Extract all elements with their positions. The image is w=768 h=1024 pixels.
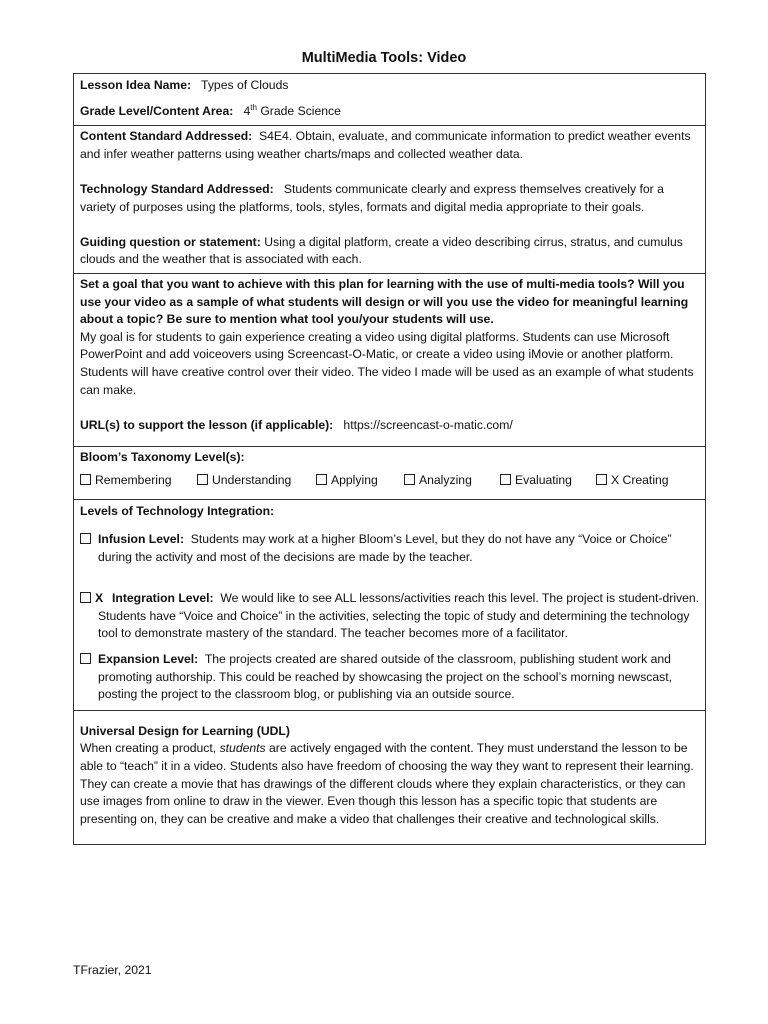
expansion-level-item — [80, 651, 700, 704]
blooms-levels — [80, 472, 700, 490]
lesson-idea-label: Lesson Idea Name: — [80, 78, 192, 92]
lesson-plan-form — [73, 73, 706, 845]
expansion-checkbox[interactable] — [80, 653, 91, 664]
blooms-remembering-checkbox[interactable]: Remembering — [80, 472, 197, 490]
footer-credit: TFrazier, 2021 — [73, 963, 152, 977]
integration-label: Levels of Technology Integration: — [80, 504, 275, 519]
content-standard-label: Content Standard Addressed: — [80, 129, 253, 144]
checkbox-icon — [80, 474, 91, 485]
expansion-text: The projects created are shared outside of the classroom, publishing student work and promoting authorship. This could be reached by showcasing the project on the school’s morning newscast, posting the project to the classroom blog, or publishing via an outside source. — [98, 652, 673, 702]
lesson-idea-value: Types of Clouds — [201, 78, 289, 92]
checkbox-icon — [316, 474, 327, 485]
blooms-label: Bloom’s Taxonomy Level(s): — [80, 450, 245, 465]
lesson-idea-row — [80, 77, 700, 95]
expansion-label: Expansion Level: — [98, 652, 199, 667]
checkbox-icon — [500, 474, 511, 485]
grade-level-label: Grade Level/Content Area: — [80, 103, 234, 118]
goal-answer: My goal is for students to gain experience creating a video using digital platforms. Students can use Microsoft PowerPoint and add voiceovers using Screencast-O-Matic, or create a video using iMovie or another platform. Students will have creative control over their video. The video I made will be used as an example of what students can make. — [80, 329, 694, 397]
integration-level-item — [80, 590, 700, 643]
url-value: https://screencast-o-matic.com/ — [343, 417, 513, 432]
integration-level-label: Integration Level: — [112, 591, 214, 606]
goal-prompt: Set a goal that you want to achieve with this plan for learning with the use of multi-media tools? Will you use your video as a sample of what students will design or will you use the video for meaningful learning about a topic? Be sure to mention what tool you/your students will use. — [80, 276, 689, 327]
guiding-question-label: Guiding question or statement: — [80, 234, 261, 249]
blooms-evaluating-checkbox[interactable]: Evaluating — [500, 472, 596, 490]
technology-standard-label: Technology Standard Addressed: — [80, 181, 274, 196]
integration-level-text: We would like to see ALL lessons/activities reach this level. The project is student-driven. Students have “Voice and Choice” in the activities, selecting the topic of study and determining the technology tool to demonstrate mastery of the standard. The teacher becomes more of a facilitator. — [98, 591, 700, 641]
blooms-understanding-checkbox[interactable]: Understanding — [197, 472, 316, 490]
url-row — [80, 417, 700, 435]
page-title: MultiMedia Tools: Video — [301, 50, 467, 66]
udl-text: When creating a product, students are actively engaged with the content. They must understand the lesson to be able to “teach” it in a video. Students also have freedom of choosing the way they want to represent their learning. They can create a movie that has drawings of the different clouds where they explain characteristics, or they can use images from online to draw in the viewer. Even though this lesson has a specific topic that students are presenting on, they can be creative and make a video that challenges their creative and technological skills. — [80, 741, 694, 826]
integration-section — [74, 500, 705, 710]
udl-label: Universal Design for Learning (UDL) — [80, 723, 290, 738]
blooms-analyzing-checkbox[interactable]: Analyzing — [404, 472, 500, 490]
url-label: URL(s) to support the lesson (if applicable): — [80, 417, 334, 432]
lesson-info-section — [74, 74, 705, 126]
grade-level-value: 4th Grade Science — [243, 102, 341, 118]
infusion-level-item — [80, 531, 700, 566]
infusion-label: Infusion Level: — [98, 532, 184, 547]
blooms-applying-checkbox[interactable]: Applying — [316, 472, 404, 490]
content-standard-text: S4E4. Obtain, evaluate, and communicate information to predict weather events and infer weather patterns using weather charts/maps and collected weather data. — [80, 129, 691, 161]
standards-section — [74, 126, 705, 274]
integration-mark: X — [95, 591, 104, 606]
guiding-question — [80, 234, 700, 269]
blooms-section — [74, 447, 705, 500]
technology-standard-text: Students communicate clearly and express themselves creatively for a variety of purposes using the platforms, tools, styles, formats and digital media appropriate to their goals. — [80, 181, 664, 214]
content-standard — [80, 128, 700, 163]
checkbox-icon — [596, 474, 607, 485]
checkbox-icon — [404, 474, 415, 485]
goal-section — [74, 274, 705, 447]
guiding-question-text: Using a digital platform, create a video describing cirrus, stratus, and cumulus clouds and the weather that is associated with each. — [80, 234, 683, 267]
technology-standard — [80, 181, 700, 216]
udl-section — [74, 711, 705, 845]
integration-checkbox[interactable] — [80, 592, 91, 603]
infusion-text: Students may work at a higher Bloom’s Level, but they do not have any “Voice or Choice” during the activity and most of the decisions are made by the teacher. — [98, 532, 672, 564]
grade-level-row — [80, 103, 700, 121]
infusion-checkbox[interactable] — [80, 533, 91, 544]
blooms-creating-checkbox[interactable]: X Creating — [596, 472, 669, 490]
checkbox-icon — [197, 474, 208, 485]
